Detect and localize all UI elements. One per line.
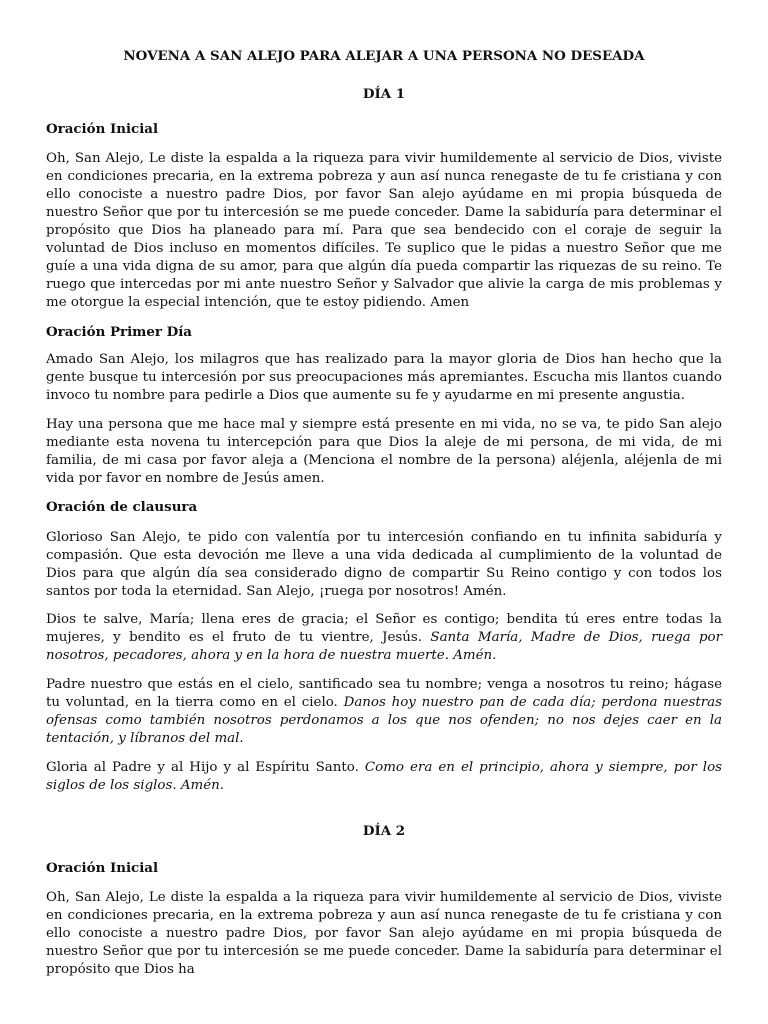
paragraph-oracion-inicial-dia-2: Oh, San Alejo, Le diste la espalda a la riqueza para vivir humildemente al servicio de Dios, viviste en condiciones precaria, en la extrema pobreza y aun así nunca renegaste de tu fe cristiana y con ello conociste a nuestro padre Dios, por favor San alejo ayúdame en mi propia búsqueda de nuestro Señor que por tu intercesión se me puede conceder. Dame la sabiduría para determinar el propósito que Dios ha (46, 890, 722, 977)
heading-oracion-clausura: Oración de clausura (46, 499, 198, 515)
ave-maria-regular: Dios te salve, María; llena eres de gracia; el Señor es contigo; bendita tú eres entre todas la mujeres, y bendito es el fruto de tu vientre, Jesús. (46, 612, 722, 645)
heading-oracion-inicial-dia-2: Oración Inicial (46, 860, 159, 876)
day-1-heading: DÍA 1 (362, 86, 406, 102)
paragraph-primer-dia-1: Amado San Alejo, los milagros que has realizado para la mayor gloria de Dios han hecho que la gente busque tu intercesión por sus preocupaciones más apremiantes. Escucha mis llantos cuando invoco tu nombre para pedirle a Dios que aumente su fe y ayudarme en mi presente angustia. (46, 352, 722, 403)
paragraph-clausura: Glorioso San Alejo, te pido con valentía por tu intercesión confiando en tu infinita sabiduría y compasión. Que esta devoción me lleve a una vida dedicada al cumplimiento de la voluntad de Dios para que algún día sea considerado digno de compartir Su Reino contigo y con todos los santos por toda la eternidad. San Alejo, ¡ruega por nosotros! Amén. (46, 530, 722, 599)
gloria-italic: Como era en el principio, ahora y siempre, por los siglos de los siglos. Amén. (46, 760, 722, 793)
paragraph-ave-maria (46, 611, 722, 665)
ave-maria-italic: Santa María, Madre de Dios, ruega por nosotros, pecadores, ahora y en la hora de nuestra muerte. Amén. (46, 630, 722, 663)
heading-oracion-primer-dia: Oración Primer Día (46, 324, 192, 340)
heading-oracion-inicial: Oración Inicial (46, 121, 159, 137)
paragraph-padre-nuestro (46, 676, 722, 748)
paragraph-gloria (46, 759, 722, 795)
day-2-heading: DÍA 2 (362, 823, 406, 839)
padre-nuestro-italic: Danos hoy nuestro pan de cada día; perdona nuestras ofensas como también nosotros perdonamos a los que nos ofenden; no nos dejes caer en la tentación, y líbranos del mal. (46, 695, 722, 746)
gloria-regular: Gloria al Padre y al Hijo y al Espíritu Santo. (46, 760, 365, 775)
padre-nuestro-regular: Padre nuestro que estás en el cielo, santificado sea tu nombre; venga a nosotros tu reino; hágase tu voluntad, en la tierra como en el cielo. (46, 677, 722, 710)
paragraph-primer-dia-2: Hay una persona que me hace mal y siempre está presente en mi vida, no se va, te pido San alejo mediante esta novena tu intercepción para que Dios la aleje de mi persona, de mi vida, de mi familia, de mi casa por favor aleja a (Menciona el nombre de la persona) aléjenla, aléjenla de mi vida por favor en nombre de Jesús amen. (46, 417, 722, 486)
document-title: NOVENA A SAN ALEJO PARA ALEJAR A UNA PERSONA NO DESEADA (123, 48, 645, 64)
paragraph-oracion-inicial: Oh, San Alejo, Le diste la espalda a la riqueza para vivir humildemente al servicio de Dios, viviste en condiciones precaria, en la extrema pobreza y aun así nunca renegaste de tu fe cristiana y con ello conociste a nuestro padre Dios, por favor San alejo ayúdame en mi propia búsqueda de nuestro Señor que por tu intercesión se me puede conceder. Dame la sabiduría para determinar el propósito que Dios ha planeado para mí. Para que sea bendecido con el coraje de seguir la voluntad de Dios incluso en momentos difíciles. Te suplico que le pidas a nuestro Señor que me guíe a una vida digna de su amor, para que algún día pueda compartir las riquezas de su reino. Te ruego que intercedas por mi ante nuestro Señor y Salvador que alivie la carga de mis problemas y me otorgue la especial intención, que te estoy pidiendo. Amen (46, 151, 722, 310)
